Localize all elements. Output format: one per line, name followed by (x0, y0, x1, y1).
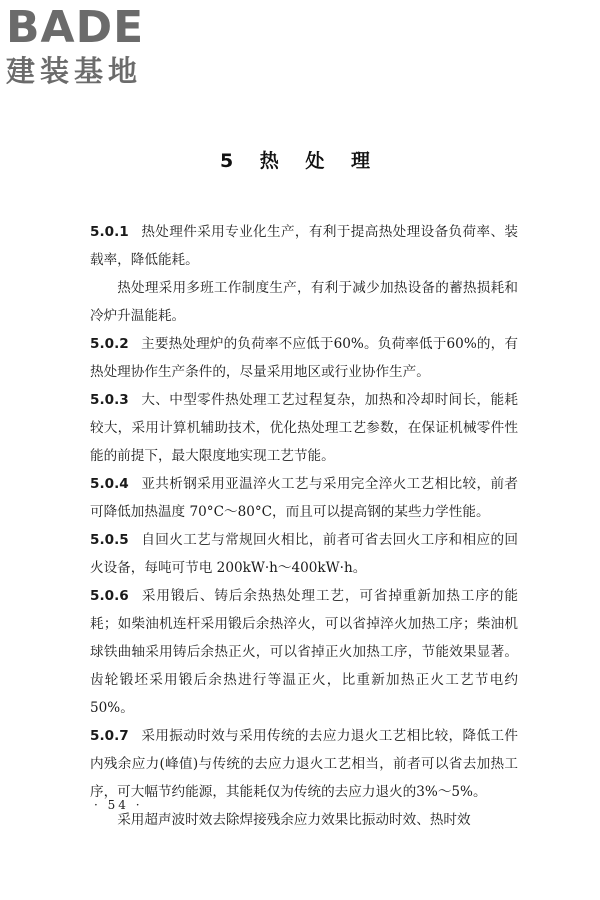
chapter-body (90, 218, 518, 834)
clause-text: 主要热处理炉的负荷率不应低于60%。负荷率低于60%的，有热处理协作生产条件的，尽量采用地区或行业协作生产。 (90, 336, 518, 380)
chapter-title: 5 热 处 理 (219, 150, 381, 172)
clause-number: 5.0.3 (90, 392, 129, 408)
clause-number: 5.0.5 (90, 532, 129, 548)
clause-5-0-1 (90, 218, 518, 274)
clause-5-0-7-continuation (90, 806, 518, 834)
clause-text: 亚共析钢采用亚温淬火工艺与采用完全淬火工艺相比较，前者可降低加热温度 70°C～80°C，而且可以提高钢的某些力学性能。 (90, 476, 518, 520)
clause-text: 采用超声波时效去除焊接残余应力效果比振动时效、热时效 (117, 812, 471, 828)
clause-number: 5.0.4 (90, 476, 129, 492)
clause-number: 5.0.1 (90, 224, 129, 240)
clause-5-0-1-continuation (90, 274, 518, 330)
page-number: · 54 · (94, 798, 143, 812)
clause-text: 大、中型零件热处理工艺过程复杂，加热和冷却时间长，能耗较大，采用计算机辅助技术，优化热处理工艺参数，在保证机械零件性能的前提下，最大限度地实现工艺节能。 (90, 392, 518, 464)
clause-text: 热处理件采用专业化生产，有利于提高热处理设备负荷率、装载率，降低能耗。 (90, 224, 518, 268)
clause-text: 自回火工艺与常规回火相比，前者可省去回火工序和相应的回火设备，每吨可节电 200kW·h～400kW·h。 (90, 532, 518, 576)
clause-text: 采用锻后、铸后余热热处理工艺，可省掉重新加热工序的能耗；如柴油机连杆采用锻后余热淬火，可以省掉淬火加热工序；柴油机球铁曲轴采用铸后余热正火，可以省掉正火加热工序，节能效果显著。齿轮锻坯采用锻后余热进行等温正火，比重新加热正火工艺节电约50%。 (90, 588, 518, 716)
clause-number: 5.0.7 (90, 728, 129, 744)
clause-5-0-3 (90, 386, 518, 470)
clause-number: 5.0.2 (90, 336, 129, 352)
clause-5-0-2 (90, 330, 518, 386)
clause-5-0-6 (90, 582, 518, 722)
clause-text: 采用振动时效与采用传统的去应力退火工艺相比较，降低工件内残余应力(峰值)与传统的去应力退火工艺相当，前者可以省去加热工序，可大幅节约能源，其能耗仅为传统的去应力退火的3%～5%。 (90, 728, 518, 800)
clause-number: 5.0.6 (90, 588, 129, 604)
clause-5-0-4 (90, 470, 518, 526)
bade-logo (6, 4, 181, 88)
clause-text: 热处理采用多班工作制度生产，有利于减少加热设备的蓄热损耗和冷炉升温能耗。 (90, 280, 518, 324)
clause-5-0-5 (90, 526, 518, 582)
clause-5-0-7 (90, 722, 518, 806)
logo-wordmark: BADE (6, 2, 145, 53)
logo-subtitle: 建装基地 (6, 54, 143, 88)
